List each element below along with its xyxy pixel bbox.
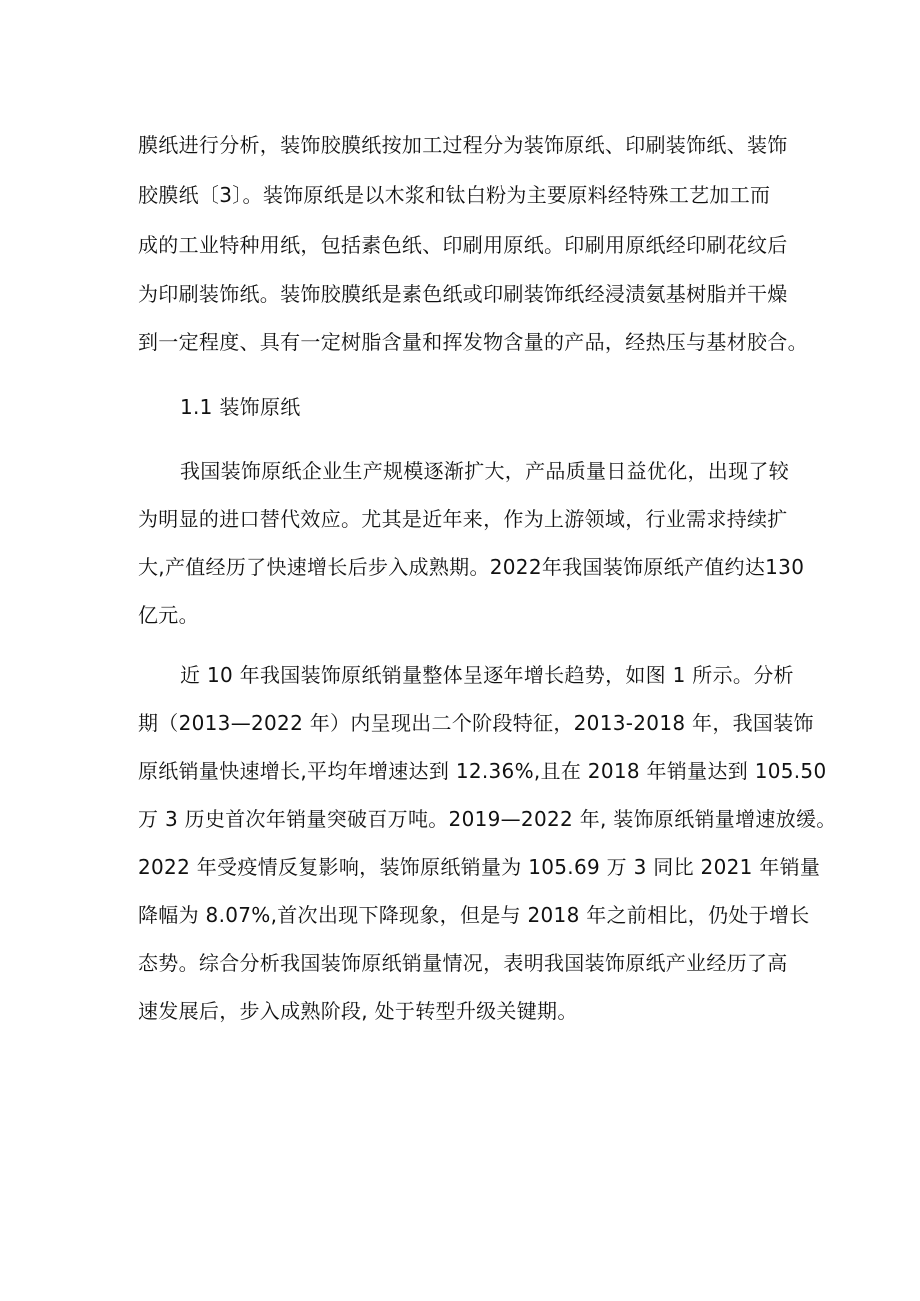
paragraph-3-line-4: 万 3 历史首次年销量突破百万吨。2019—2022 年, 装饰原纸销量增速放缓。 [138,807,837,831]
section-heading: 1.1 装饰原纸 [180,395,301,419]
paragraph-3-line-1: 近 10 年我国装饰原纸销量整体呈逐年增长趋势，如图 1 所示。分析 [180,663,794,687]
paragraph-3-line-5: 2022 年受疫情反复影响，装饰原纸销量为 105.69 万 3 同比 2021 年销量 [138,855,821,879]
paragraph-2-line-4: 亿元。 [138,603,199,627]
paragraph-3-line-7: 态势。综合分析我国装饰原纸销量情况，表明我国装饰原纸产业经历了高 [138,951,788,975]
paragraph-2-line-1: 我国装饰原纸企业生产规模逐渐扩大，产品质量日益优化，出现了较 [180,459,789,483]
paragraph-3-line-6: 降幅为 8.07%,首次出现下降现象，但是与 2018 年之前相比，仍处于增长 [138,903,810,927]
paragraph-3-line-3: 原纸销量快速增长,平均年增速达到 12.36%,且在 2018 年销量达到 105.50 [138,759,827,783]
paragraph-1-line-3: 成的工业特种用纸，包括素色纸、印刷用原纸。印刷用原纸经印刷花纹后 [138,233,788,257]
paragraph-1-line-4: 为印刷装饰纸。装饰胶膜纸是素色纸或印刷装饰纸经浸渍氨基树脂并干燥 [138,282,788,306]
paragraph-2-line-2: 为明显的进口替代效应。尤其是近年来，作为上游领域，行业需求持续扩 [138,507,788,531]
paragraph-1-line-1: 膜纸进行分析，装饰胶膜纸按加工过程分为装饰原纸、印刷装饰纸、装饰 [138,133,788,157]
paragraph-3-line-2: 期（2013—2022 年）内呈现出二个阶段特征，2013-2018 年，我国装饰 [138,711,814,735]
paragraph-1-line-2: 胶膜纸〔3〕。装饰原纸是以木浆和钛白粉为主要原料经特殊工艺加工而 [138,183,771,207]
paragraph-3-line-8: 速发展后，步入成熟阶段, 处于转型升级关键期。 [138,999,578,1023]
paragraph-1-line-5: 到一定程度、具有一定树脂含量和挥发物含量的产品，经热压与基材胶合。 [138,330,808,354]
paragraph-2-line-3: 大,产值经历了快速增长后步入成熟期。2022年我国装饰原纸产值约达130 [138,555,805,579]
